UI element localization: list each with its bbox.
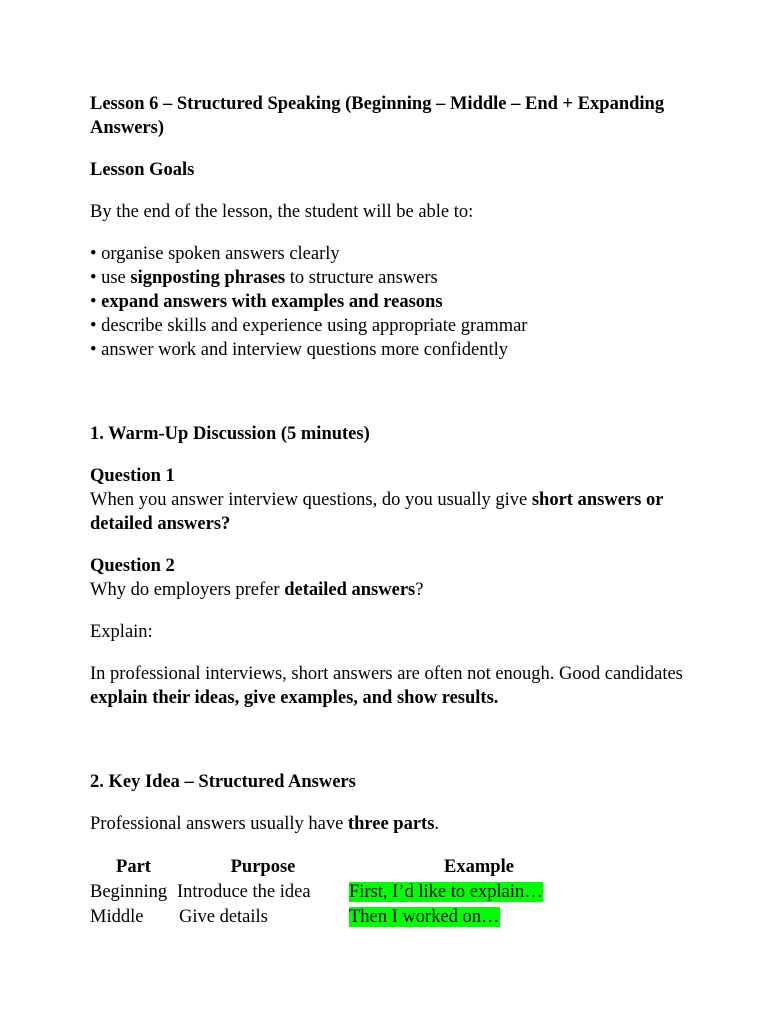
table-header-purpose: Purpose [230, 856, 296, 877]
highlighted-example: First, I’d like to explain… [349, 881, 543, 902]
spacer [90, 710, 690, 770]
question-2-text: Why do employers prefer detailed answers? [90, 580, 424, 600]
lesson-title: Lesson 6 – Structured Speaking (Beginning – Middle – End + Expanding Answers) [90, 94, 665, 138]
goals-item: • organise spoken answers clearly [90, 244, 340, 264]
table-header-example: Example [444, 856, 514, 877]
table-cell-part: Beginning [90, 881, 168, 902]
table-row [90, 904, 609, 929]
goals-item: • answer work and interview questions more confidently [90, 340, 508, 360]
question-2-label: Question 2 [90, 556, 175, 576]
question-1-text: When you answer interview questions, do you usually give short answers or detailed answers? [90, 490, 664, 534]
question-1-label: Question 1 [90, 466, 175, 486]
key-idea-intro: Professional answers usually have three parts. [90, 814, 440, 834]
goals-item: • expand answers with examples and reasons [90, 292, 443, 312]
explain-text: In professional interviews, short answers are often not enough. Good candidates explain their ideas, give examples, and show results. [90, 664, 683, 708]
spacer [90, 362, 690, 422]
goals-item: • use signposting phrases to structure answers [90, 268, 438, 288]
table-cell-purpose: Give details [179, 906, 268, 927]
explain-label: Explain: [90, 622, 153, 642]
table-cell-example [349, 904, 609, 929]
table-cell-example [349, 879, 609, 904]
question-2 [90, 554, 690, 602]
warmup-heading: 1. Warm-Up Discussion (5 minutes) [90, 424, 370, 444]
highlighted-example: Then I worked on… [349, 906, 500, 927]
table-cell-purpose: Introduce the idea [177, 881, 311, 902]
goals-intro: By the end of the lesson, the student will be able to: [90, 202, 474, 222]
table-header-part: Part [116, 856, 151, 877]
goals-heading: Lesson Goals [90, 160, 195, 180]
key-idea-heading: 2. Key Idea – Structured Answers [90, 772, 356, 792]
table-row [90, 879, 609, 904]
goals-item: • describe skills and experience using appropriate grammar [90, 316, 528, 336]
document-page [90, 92, 690, 929]
table-header-row [90, 854, 609, 879]
table-cell-part: Middle [90, 906, 144, 927]
question-1 [90, 464, 690, 536]
goals-list [90, 242, 690, 362]
structure-table [90, 854, 609, 929]
